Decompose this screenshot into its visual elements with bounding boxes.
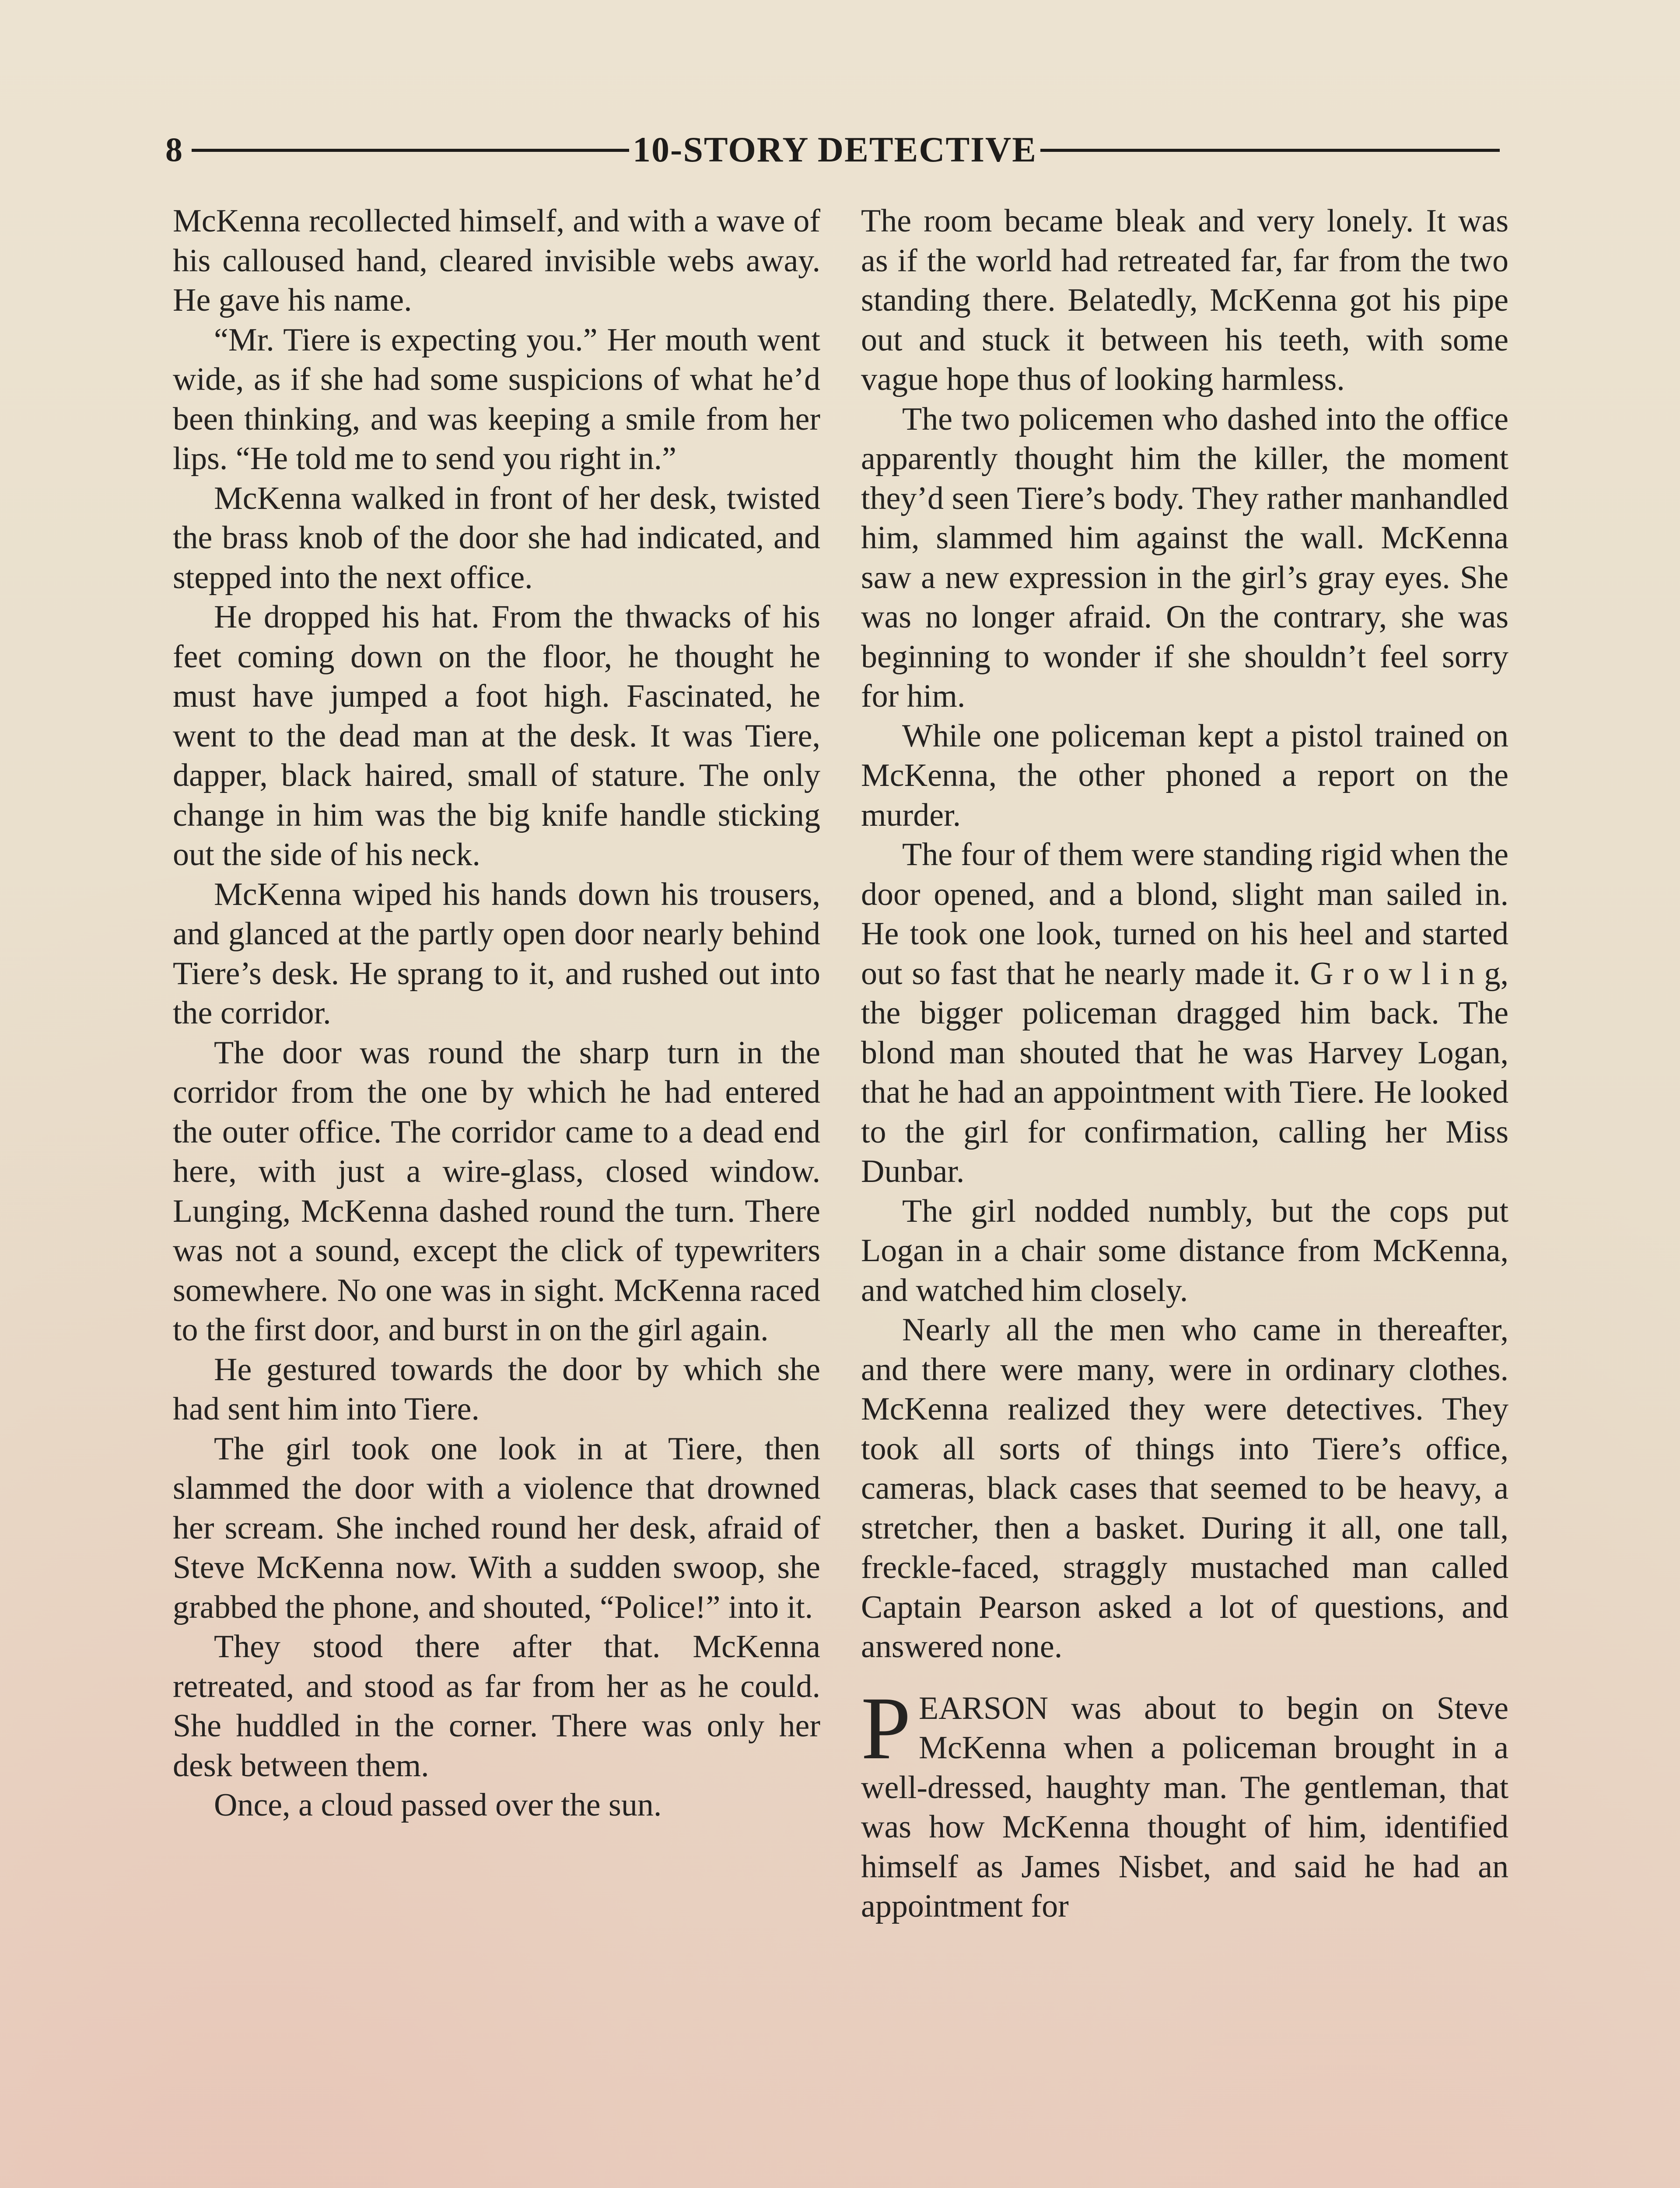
paragraph: He dropped his hat. From the thwacks of his feet coming down on the floor, he thought he must have jumped a foot high. Fascinated, he went to the dead man at the desk. It was Tiere, dapper, black haired, small of stature. The only change in him was the big knife handle sticking out the side of his neck.	[173, 599, 820, 873]
paragraph: They stood there after that. McKenna retreated, and stood as far from her as he could. She huddled in the corner. There was only her desk between them.	[173, 1629, 820, 1784]
page-number: 8	[165, 130, 182, 168]
magazine-title: 10-STORY DETECTIVE	[633, 130, 1037, 169]
section-start-paragraph	[861, 1678, 1508, 1926]
paragraph: While one policeman kept a pistol trained on McKenna, the other phoned a report on the murder.	[861, 718, 1508, 833]
paragraph: The girl nodded numbly, but the cops put Logan in a chair some distance from McKenna, and watched him closely.	[861, 1193, 1508, 1308]
paragraph: The room became bleak and very lonely. It was as if the world had retreated far, far from the two standing there. Belatedly, McKenna got his pipe out and stuck it between his teeth, with some vague hope thus of looking harmless.	[861, 203, 1508, 397]
running-header	[165, 128, 1500, 172]
left-column	[173, 201, 820, 1825]
paragraph: The girl took one look in at Tiere, then slammed the door with a violence that drowned her scream. She inched round her desk, afraid of Steve McKenna now. With a sudden swoop, she grabbed the phone, and shouted, “Police!” into it.	[173, 1431, 820, 1625]
section-start-text: EARSON was about to begin on Steve McKenna when a policeman brought in a well-dressed, haughty man. The gentleman, that was how McKenna thought of him, identified himself as James Nisbet, and said he had an appointment for	[861, 1690, 1508, 1924]
paragraph: The two policemen who dashed into the office apparently thought him the killer, the moment they’d seen Tiere’s body. They rather manhandled him, slammed him against the wall. McKenna saw a new expression in the girl’s gray eyes. She was no longer afraid. On the contrary, she was beginning to wonder if she shouldn’t feel sorry for him.	[861, 401, 1508, 714]
paragraph: McKenna wiped his hands down his trousers, and glanced at the partly open door nearly behind Tiere’s desk. He sprang to it, and rushed out into the corridor.	[173, 876, 820, 1031]
paragraph: McKenna recollected himself, and with a wave of his calloused hand, cleared invisible webs away. He gave his name.	[173, 203, 820, 318]
paragraph: Nearly all the men who came in thereafter, and there were many, were in ordinary clothes. McKenna realized they were detectives. They took all sorts of things into Tiere’s office, cameras, black cases that seemed to be heavy, a stretcher, then a basket. During it all, one tall, freckle-faced, straggly mustached man called Captain Pearson asked a lot of questions, and answered none.	[861, 1312, 1508, 1665]
header-rule-right	[1040, 149, 1500, 152]
paragraph: Once, a cloud passed over the sun.	[214, 1787, 662, 1823]
drop-cap: P	[861, 1678, 911, 1778]
paragraph: “Mr. Tiere is expecting you.” Her mouth went wide, as if she had some suspicions of what he’d been thinking, and was keeping a smile from her lips. “He told me to send you right in.”	[173, 322, 820, 477]
paragraph: He gestured towards the door by which she had sent him into Tiere.	[173, 1351, 820, 1427]
right-column	[861, 201, 1508, 1926]
paragraph: The door was round the sharp turn in the corridor from the one by which he had entered the outer office. The corridor came to a dead end here, with just a wire-glass, closed window. Lunging, McKenna dashed round the turn. There was not a sound, except the click of typewriters somewhere. No one was in sight. McKenna raced to the first door, and burst in on the girl again.	[173, 1034, 820, 1348]
paragraph: The four of them were standing rigid when the door opened, and a blond, slight man sailed in. He took one look, turned on his heel and started out so fast that he nearly made it. G r o w l i n g, the bigger policeman dragged him back. The blond man shouted that he was Harvey Logan, that he had an appointment with Tiere. He looked to the girl for confirmation, calling her Miss Dunbar.	[861, 837, 1508, 1189]
paragraph: McKenna walked in front of her desk, twisted the brass knob of the door she had indicated, and stepped into the next office.	[173, 480, 820, 596]
header-rule-left	[192, 149, 629, 152]
